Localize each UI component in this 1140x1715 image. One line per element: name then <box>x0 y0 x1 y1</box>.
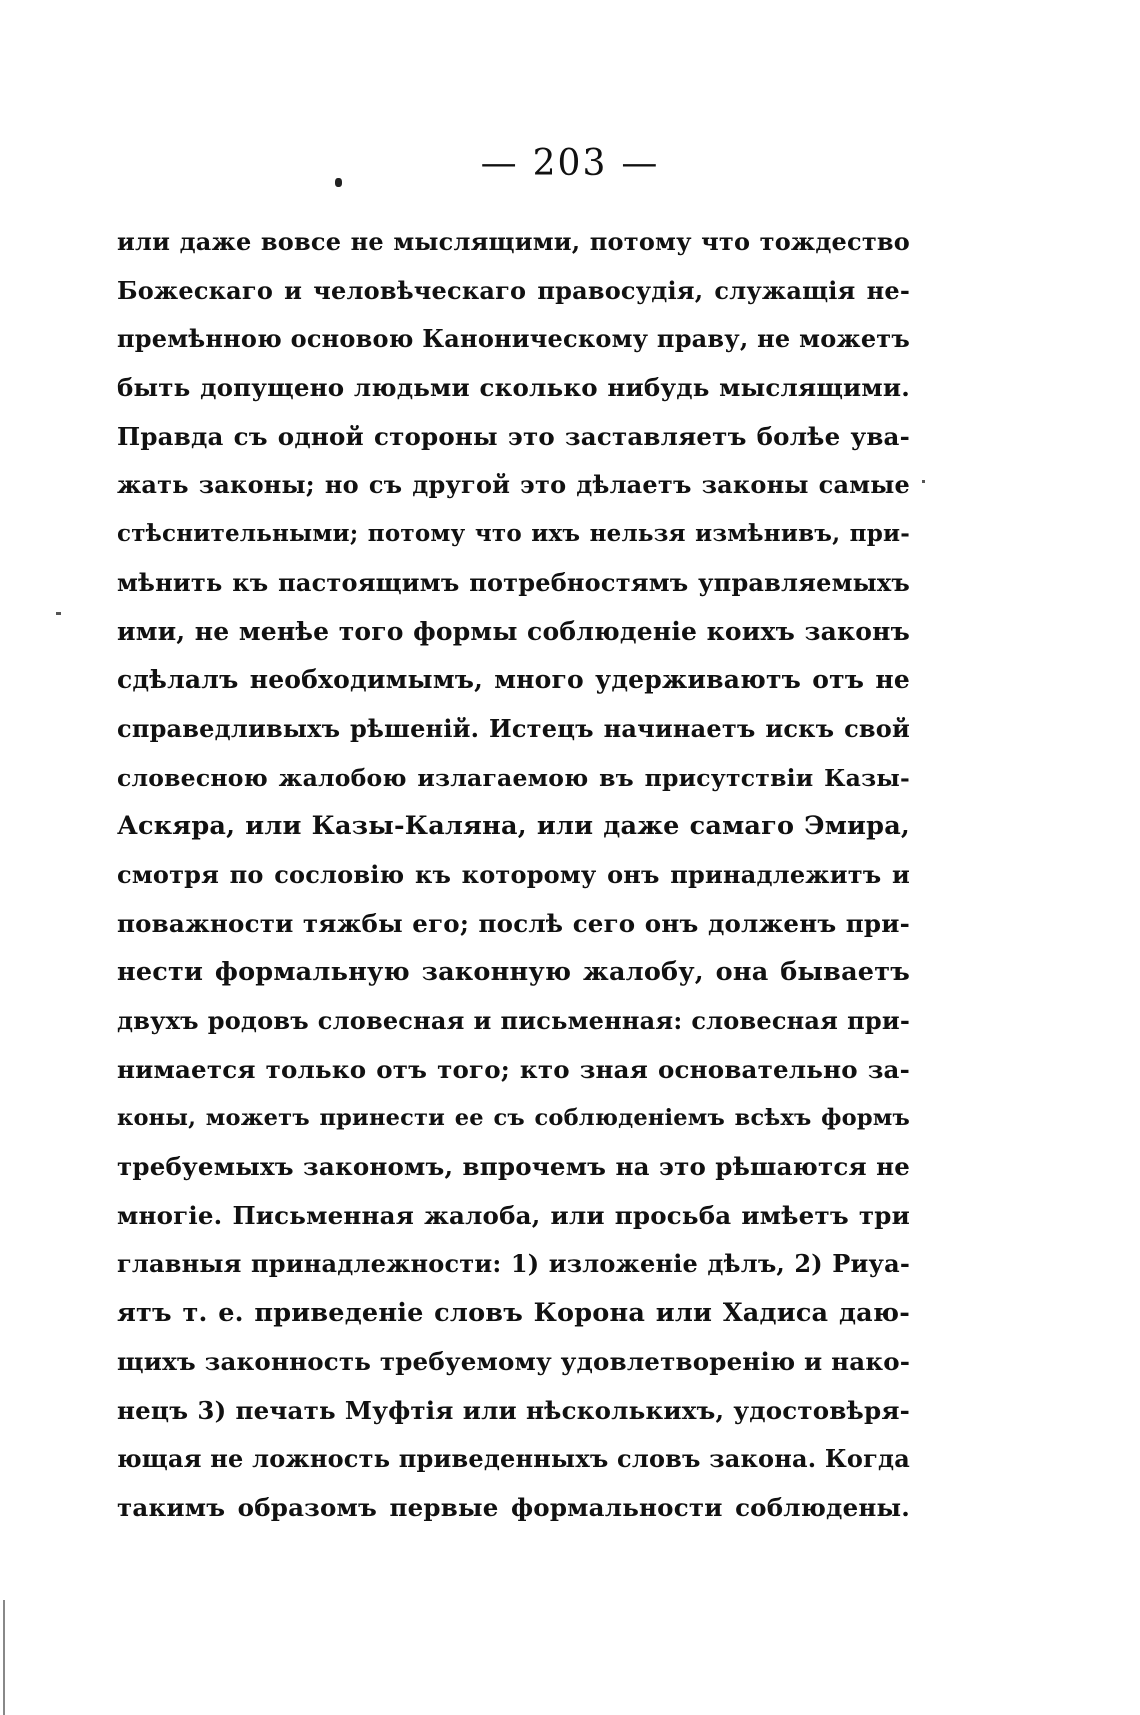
ink-speck <box>56 612 61 615</box>
page-number-header <box>0 143 1140 184</box>
text-line: стѣснительными; потому что ихъ нельзя измѣнивъ, при- <box>117 520 910 548</box>
text-line: премѣнною основою Каноническому праву, не можетъ <box>117 324 910 354</box>
text-line: ющая не ложность приведенныхъ словъ закона. Когда <box>117 1444 910 1474</box>
text-line: двухъ родовъ словесная и письменная: словесная при- <box>117 1006 910 1035</box>
text-line: справедливыхъ рѣшеній. Истецъ начинаетъ искъ свой <box>117 713 910 743</box>
text-line: сдѣлалъ необходимымъ, много удерживаютъ отъ не <box>117 665 910 695</box>
text-line: нести формальную законную жалобу, она бываетъ <box>117 957 910 988</box>
text-line: жать законы; но съ другой это дѣлаетъ законы самые <box>117 470 910 500</box>
text-line: смотря по сословію къ которому онъ принадлежитъ и <box>117 859 910 889</box>
text-line: Правда съ одной стороны это заставляетъ болѣе ува- <box>117 421 910 451</box>
text-line: Божескаго и человѣческаго правосудія, служащія не- <box>117 275 910 305</box>
text-line: быть допущено людьми сколько нибудь мыслящими. <box>117 373 910 403</box>
text-line: мѣнить къ пастоящимъ потребностямъ управляемыхъ <box>117 567 910 597</box>
text-line: ятъ т. е. приведеніе словъ Корона или Хадиса даю- <box>117 1298 910 1329</box>
text-line: требуемыхъ закономъ, впрочемъ на это рѣшаются не <box>117 1152 910 1182</box>
text-line: главныя принадлежности: 1) изложеніе дѣлъ, 2) Риуа- <box>117 1249 910 1279</box>
text-line: нецъ 3) печать Муфтія или нѣсколькихъ, удостовѣря- <box>117 1395 910 1425</box>
text-line: многіе. Письменная жалоба, или просьба имѣетъ три <box>117 1200 910 1230</box>
text-line: щихъ законность требуемому удовлетворенію и нако- <box>117 1346 911 1376</box>
text-line: поважности тяжбы его; послѣ сего онъ долженъ при- <box>117 908 910 938</box>
text-line: Аскяра, или Казы-Каляна, или даже самаго Эмира, <box>117 811 910 842</box>
ink-speck <box>335 178 342 187</box>
page-edge-shadow <box>3 1600 5 1715</box>
page-number: 203 <box>532 143 608 184</box>
text-line: ими, не менѣе того формы соблюденіе коихъ законъ <box>117 616 910 646</box>
text-line: такимъ образомъ первые формальности соблюдены. <box>117 1492 910 1522</box>
text-line: словесною жалобою излагаемою въ присутствіи Казы- <box>117 763 910 792</box>
body-text <box>117 218 910 1533</box>
text-line: нимается только отъ того; кто зная основательно за- <box>117 1054 910 1084</box>
text-line: коны, можетъ принести ее съ соблюденіемъ всѣхъ формъ <box>117 1105 910 1132</box>
header-dash-right: — <box>621 143 660 184</box>
header-dash-left: — <box>480 143 519 184</box>
text-line: или даже вовсе не мыслящими, потому что тождество <box>117 227 910 256</box>
ink-speck <box>922 480 925 483</box>
